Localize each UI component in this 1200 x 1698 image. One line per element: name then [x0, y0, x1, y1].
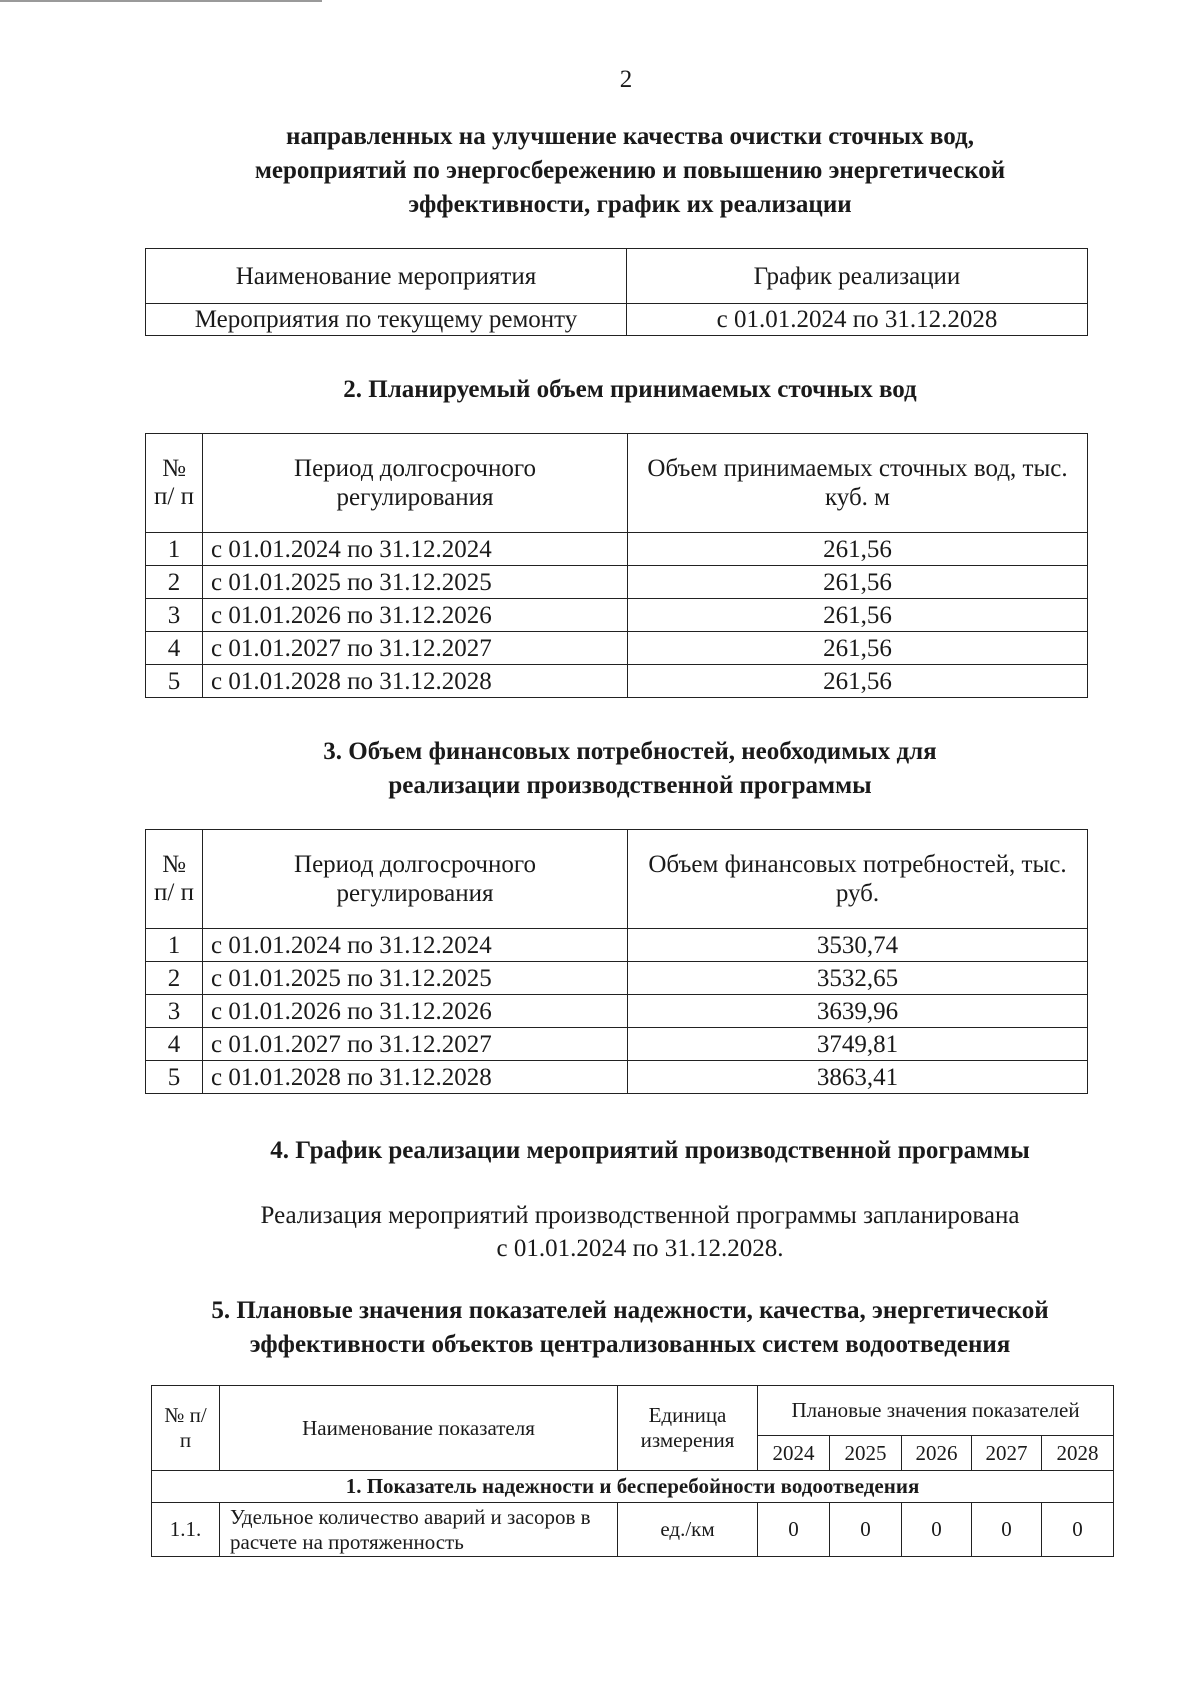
- row-period: с 01.01.2024 по 31.12.2024: [203, 929, 628, 962]
- row-number: 5: [146, 1061, 203, 1094]
- table-row: [146, 1028, 1088, 1061]
- table-row: [146, 1061, 1088, 1094]
- section-title: 4. График реализации мероприятий производственной программы: [270, 1137, 1030, 1164]
- column-header-planned: Плановые значения показателей: [758, 1386, 1114, 1436]
- row-amount: 3639,96: [628, 995, 1088, 1028]
- row-volume: 261,56: [628, 632, 1088, 665]
- row-number: 1: [146, 533, 203, 566]
- column-header-number: № п/п: [152, 1386, 220, 1471]
- column-header-number: № п/ п: [146, 434, 203, 533]
- table-header-row: [146, 434, 1088, 533]
- column-header-period: Период долгосрочного регулирования: [203, 434, 628, 533]
- table-row: [146, 599, 1088, 632]
- row-value: 0: [758, 1503, 830, 1557]
- schedule-text-line: с 01.01.2024 по 31.12.2028.: [496, 1235, 784, 1262]
- table-section-row: [152, 1471, 1114, 1503]
- column-header-year: 2025: [830, 1436, 902, 1471]
- intro-line: мероприятий по энергосбережению и повышению энергетической: [254, 157, 1006, 184]
- column-header-volume: Объем принимаемых сточных вод, тыс. куб. м: [628, 434, 1088, 533]
- column-header-amount: Объем финансовых потребностей, тыс. руб.: [628, 830, 1088, 929]
- column-header-year: 2024: [758, 1436, 830, 1471]
- row-number: 3: [146, 995, 203, 1028]
- row-volume: 261,56: [628, 665, 1088, 698]
- row-unit: ед./км: [618, 1503, 758, 1557]
- row-volume: 261,56: [628, 533, 1088, 566]
- row-period: с 01.01.2028 по 31.12.2028: [203, 665, 628, 698]
- table-row: [146, 566, 1088, 599]
- wastewater-volume-table: [145, 433, 1088, 698]
- row-period: с 01.01.2027 по 31.12.2027: [203, 1028, 628, 1061]
- row-period: с 01.01.2028 по 31.12.2028: [203, 1061, 628, 1094]
- schedule-text-line: Реализация мероприятий производственной программы запланирована: [260, 1202, 1020, 1229]
- row-amount: 3530,74: [628, 929, 1088, 962]
- row-period: с 01.01.2025 по 31.12.2025: [203, 962, 628, 995]
- table-row: [146, 929, 1088, 962]
- row-number: 4: [146, 632, 203, 665]
- row-period: с 01.01.2027 по 31.12.2027: [203, 632, 628, 665]
- table-header-row: [146, 249, 1088, 304]
- row-volume: 261,56: [628, 599, 1088, 632]
- row-amount: 3749,81: [628, 1028, 1088, 1061]
- section-title: [150, 1294, 1110, 1362]
- section-title: [140, 735, 1120, 803]
- row-number: 1: [146, 929, 203, 962]
- column-header-number: № п/ п: [146, 830, 203, 929]
- row-amount: 3863,41: [628, 1061, 1088, 1094]
- column-header: Наименование мероприятия: [146, 249, 627, 304]
- row-period: с 01.01.2026 по 31.12.2026: [203, 995, 628, 1028]
- financial-needs-table: [145, 829, 1088, 1094]
- row-amount: 3532,65: [628, 962, 1088, 995]
- row-number: 1.1.: [152, 1503, 220, 1557]
- row-period: с 01.01.2025 по 31.12.2025: [203, 566, 628, 599]
- top-edge-line: [0, 0, 322, 2]
- column-header-unit: Единица измерения: [618, 1386, 758, 1471]
- column-header-year: 2027: [972, 1436, 1042, 1471]
- page-number: 2: [619, 66, 633, 93]
- table-header-row: [146, 830, 1088, 929]
- measure-name: Мероприятия по текущему ремонту: [146, 304, 627, 336]
- table-row: [146, 665, 1088, 698]
- table-row: [146, 632, 1088, 665]
- column-header-year: 2026: [902, 1436, 972, 1471]
- section-title: 2. Планируемый объем принимаемых сточных вод: [343, 376, 917, 403]
- row-value: 0: [1042, 1503, 1114, 1557]
- table-row: [146, 533, 1088, 566]
- table-header-row: [152, 1386, 1114, 1436]
- table-row: [152, 1503, 1114, 1557]
- column-header: График реализации: [627, 249, 1088, 304]
- intro-heading: [140, 120, 1120, 222]
- row-value: 0: [902, 1503, 972, 1557]
- row-value: 0: [972, 1503, 1042, 1557]
- measures-table: [145, 248, 1088, 336]
- row-number: 5: [146, 665, 203, 698]
- intro-line: направленных на улучшение качества очистки сточных вод,: [286, 123, 974, 150]
- section-title-line: 3. Объем финансовых потребностей, необходимых для: [323, 738, 937, 765]
- row-number: 2: [146, 566, 203, 599]
- table-row: [146, 995, 1088, 1028]
- section-title-line: 5. Плановые значения показателей надежности, качества, энергетической: [211, 1297, 1049, 1324]
- row-number: 2: [146, 962, 203, 995]
- section-title-line: эффективности объектов централизованных систем водоотведения: [249, 1331, 1011, 1358]
- subsection-title: 1. Показатель надежности и бесперебойности водоотведения: [152, 1471, 1114, 1503]
- row-name: Удельное количество аварий и засоров в расчете на протяженность: [220, 1503, 618, 1557]
- table-row: [146, 962, 1088, 995]
- intro-line: эффективности, график их реализации: [408, 191, 852, 218]
- row-period: с 01.01.2024 по 31.12.2024: [203, 533, 628, 566]
- row-number: 4: [146, 1028, 203, 1061]
- row-value: 0: [830, 1503, 902, 1557]
- section-title-line: реализации производственной программы: [388, 772, 872, 799]
- table-row: [146, 304, 1088, 336]
- row-number: 3: [146, 599, 203, 632]
- column-header-name: Наименование показателя: [220, 1386, 618, 1471]
- schedule-text: [160, 1199, 1120, 1265]
- row-volume: 261,56: [628, 566, 1088, 599]
- indicators-table: [151, 1385, 1114, 1557]
- column-header-period: Период долгосрочного регулирования: [203, 830, 628, 929]
- measure-schedule: с 01.01.2024 по 31.12.2028: [627, 304, 1088, 336]
- column-header-year: 2028: [1042, 1436, 1114, 1471]
- row-period: с 01.01.2026 по 31.12.2026: [203, 599, 628, 632]
